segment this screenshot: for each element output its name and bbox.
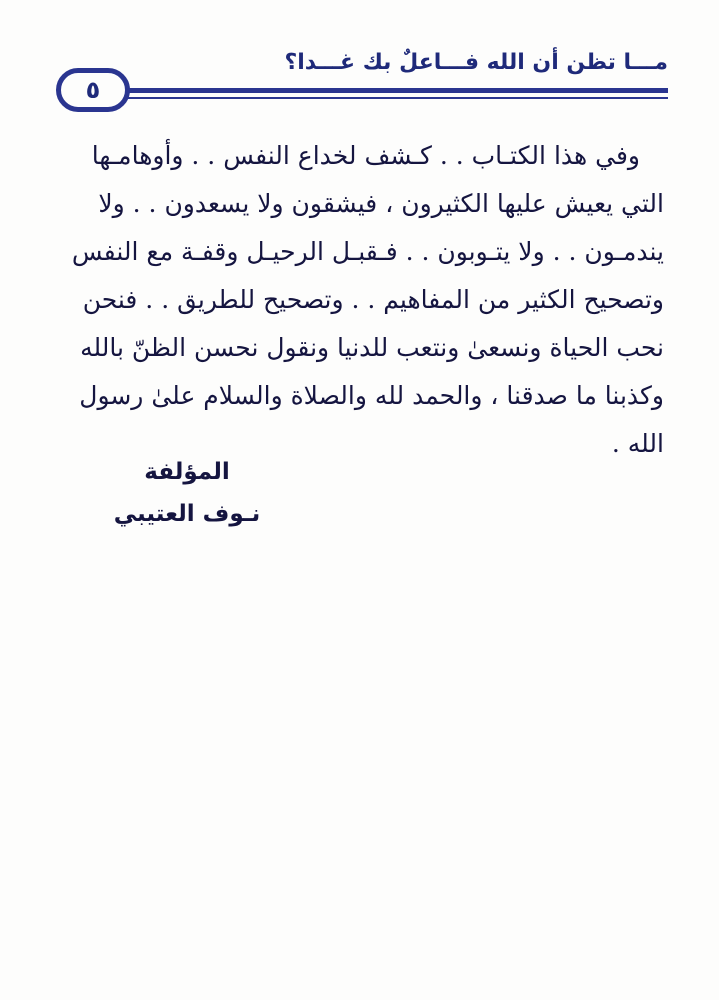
text-line: وكذبنا ما صدقنا ، والحمد لله والصلاة والسلام علىٰ رسول: [79, 381, 664, 410]
text-line: وفي هذا الكتـاب . . كـشف لخداع النفس . . وأوهامـها: [91, 141, 640, 170]
text-line: الله .: [611, 429, 664, 458]
header-rule-thin: [118, 97, 668, 99]
author-name: نـوف العتيبي: [113, 501, 261, 527]
author-role: المؤلفة: [144, 459, 230, 485]
text-line: التي يعيش عليها الكثيرون ، فيشقون ولا يسعدون . . ولا: [98, 189, 664, 218]
text-line: يندمـون . . ولا يتـوبون . . فـقبـل الرحيـل وقفـة مع النفس: [71, 237, 664, 266]
text-line: نحب الحياة ونسعىٰ ونتعب للدنيا ونقول نحسن الظنّ بالله: [80, 333, 664, 362]
page-number-badge: [56, 68, 130, 112]
header-rule-thick: [118, 88, 668, 93]
page-header: [56, 44, 668, 114]
text-line: وتصحيح الكثير من المفاهيم . . وتصحيح للطريق . . فنحن: [82, 285, 664, 314]
body-paragraph: [58, 132, 664, 468]
running-title: مـــا تظن أن الله فـــاعلٌ بك غـــدا؟: [284, 50, 668, 75]
author-signature: [112, 452, 262, 536]
page-number: ٥: [85, 76, 101, 104]
